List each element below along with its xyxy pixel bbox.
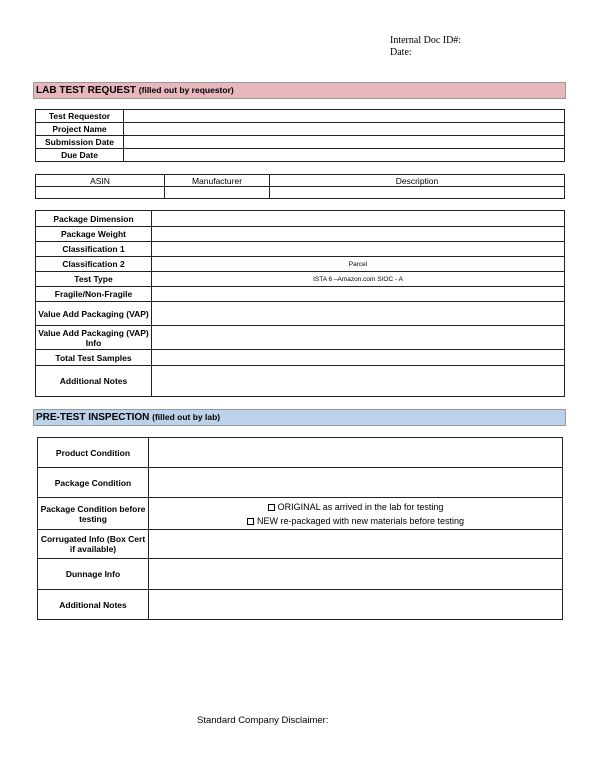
package-condition-label: Package Condition [38,468,149,498]
new-option-label: NEW re-packaged with new materials before testing [256,515,465,526]
package-dimension-label: Package Dimension [36,211,152,227]
corrugated-info-field[interactable] [149,530,563,559]
lab-test-request-title: LAB TEST REQUEST [36,85,137,96]
description-field[interactable] [270,187,565,199]
pre-test-inspection-subtitle: (filled out by lab) [152,412,221,422]
package-weight-field[interactable] [152,227,565,242]
lab-test-request-subtitle: (filled out by requestor) [138,85,234,95]
project-name-field[interactable] [124,123,565,136]
pre-test-additional-notes-label: Additional Notes [38,590,149,620]
dunnage-info-field[interactable] [149,559,563,590]
vap-field[interactable] [152,302,565,326]
pre-test-inspection-title: PRE-TEST INSPECTION [36,412,150,423]
vap-info-field[interactable] [152,326,565,350]
checkbox-icon[interactable] [268,504,275,511]
classification-1-field[interactable] [152,242,565,257]
vap-label: Value Add Packaging (VAP) [36,302,152,326]
pre-test-additional-notes-field[interactable] [149,590,563,620]
product-condition-label: Product Condition [38,438,149,468]
package-condition-field[interactable] [149,468,563,498]
package-condition-before-testing-label: Package Condition before testing [38,498,149,530]
original-option-label: ORIGINAL as arrived in the lab for testing [277,501,444,512]
doc-meta [390,35,461,59]
manufacturer-field[interactable] [165,187,270,199]
new-option[interactable] [247,514,464,528]
disclaimer: Standard Company Disclaimer: [197,715,329,726]
project-name-label: Project Name [36,123,124,136]
asin-field[interactable] [36,187,165,199]
corrugated-info-label: Corrugated Info (Box Cert if available) [38,530,149,559]
package-weight-label: Package Weight [36,227,152,242]
additional-notes-field[interactable] [152,366,565,397]
classification-2-label: Classification 2 [36,257,152,272]
total-test-samples-label: Total Test Samples [36,350,152,366]
fragile-field[interactable] [152,287,565,302]
test-type-label: Test Type [36,272,152,287]
total-test-samples-field[interactable] [152,350,565,366]
description-column-header: Description [270,175,565,187]
pre-test-inspection-header [33,409,566,426]
asin-column-header: ASIN [36,175,165,187]
package-dimension-field[interactable] [152,211,565,227]
due-date-label: Due Date [36,149,124,162]
item-table [35,174,565,199]
test-requestor-field[interactable] [124,110,565,123]
submission-date-field[interactable] [124,136,565,149]
pre-test-table [37,437,563,620]
package-table [35,210,565,397]
requestor-table [35,109,565,162]
classification-2-field[interactable]: Parcel [152,257,565,272]
vap-info-label: Value Add Packaging (VAP) Info [36,326,152,350]
test-requestor-label: Test Requestor [36,110,124,123]
lab-test-request-header [33,82,566,99]
due-date-field[interactable] [124,149,565,162]
package-condition-options [149,498,563,530]
checkbox-icon[interactable] [247,518,254,525]
test-type-field[interactable]: ISTA 6 –Amazon.com SIOC - A [152,272,565,287]
classification-1-label: Classification 1 [36,242,152,257]
submission-date-label: Submission Date [36,136,124,149]
dunnage-info-label: Dunnage Info [38,559,149,590]
additional-notes-label: Additional Notes [36,366,152,397]
fragile-label: Fragile/Non-Fragile [36,287,152,302]
doc-id-label: Internal Doc ID#: [390,35,462,46]
date-label: Date: [390,47,412,58]
manufacturer-column-header: Manufacturer [165,175,270,187]
original-option[interactable] [268,500,444,514]
product-condition-field[interactable] [149,438,563,468]
